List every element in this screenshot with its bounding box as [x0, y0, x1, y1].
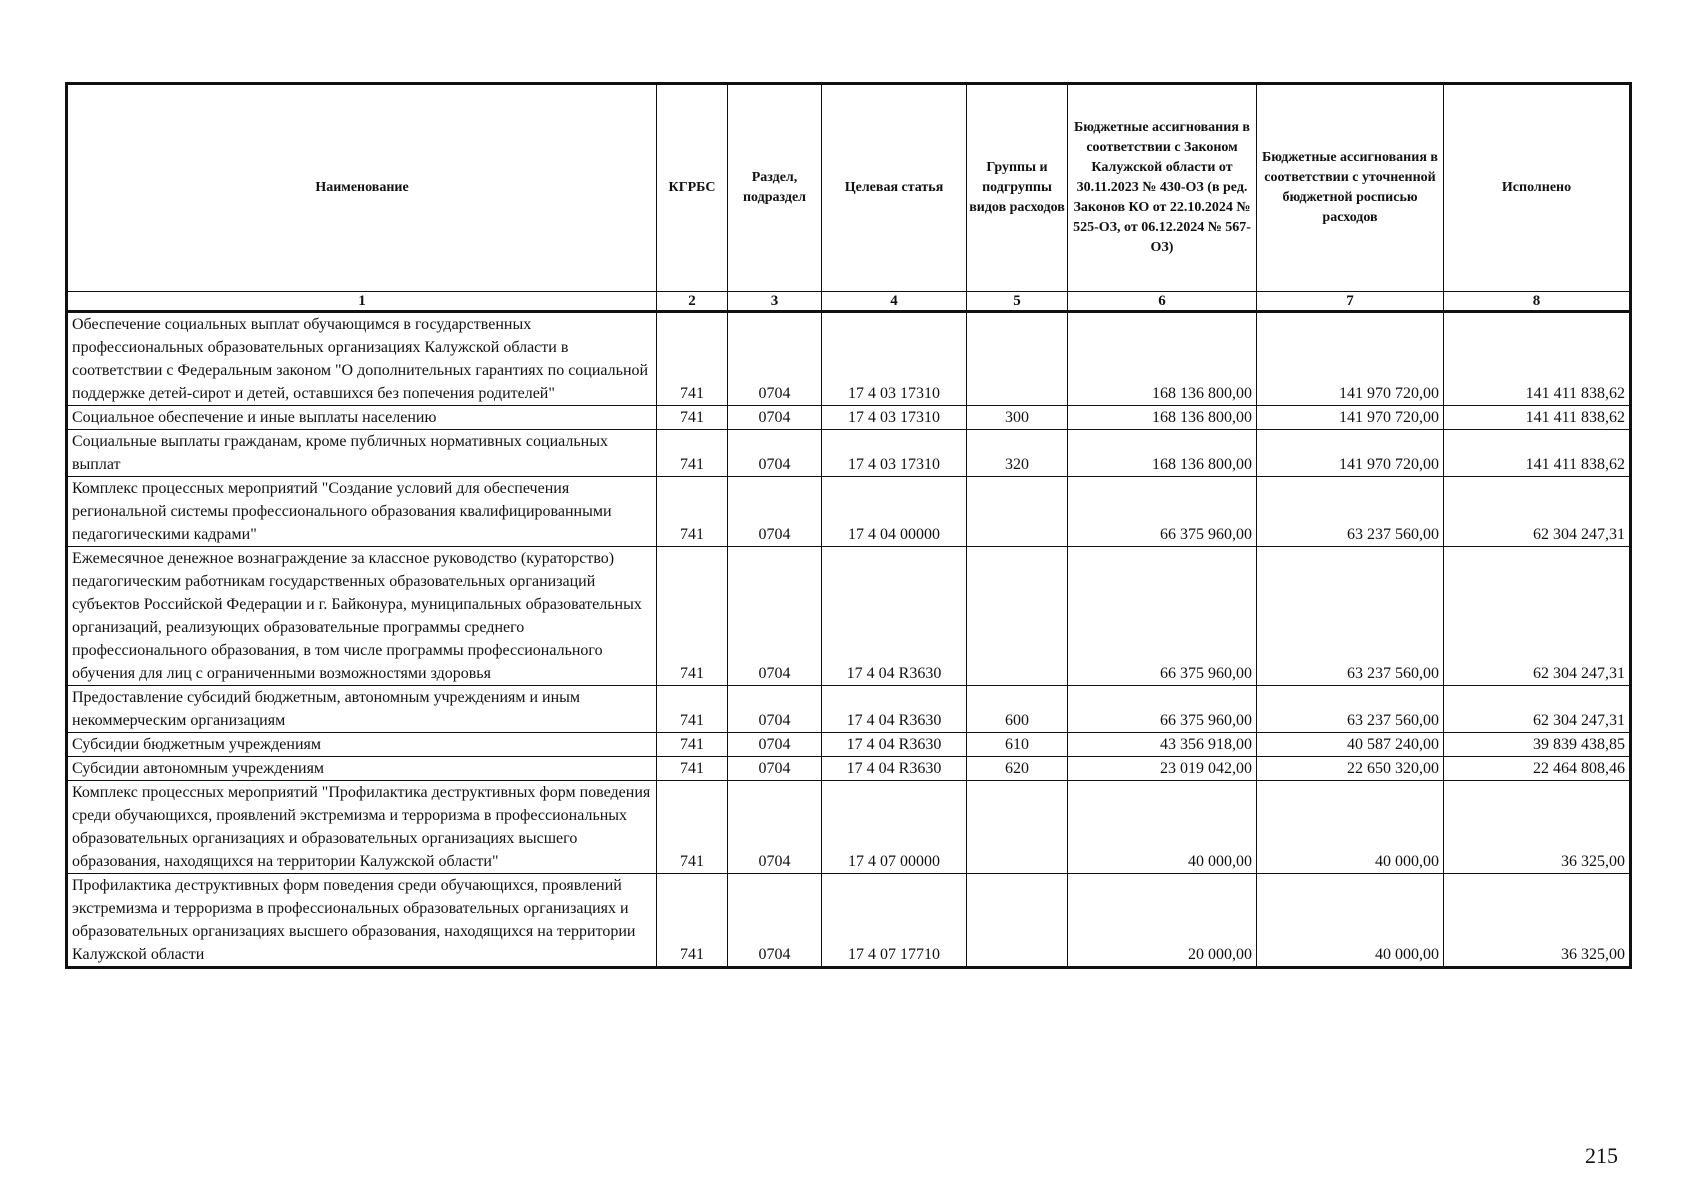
row-name: Обеспечение социальных выплат обучающимся в государственных профессиональных образовательных организациях Калужской области в соответствии с Федеральным законом "О дополнительных гарантиях по социальной поддержке детей-сирот и детей, оставшихся без попечения родителей": [67, 312, 657, 406]
row-target: 17 4 04 R3630: [822, 733, 967, 757]
column-number-row: [67, 292, 1631, 312]
table-row: [67, 406, 1631, 430]
header-executed: Исполнено: [1444, 84, 1631, 292]
row-executed-amount: 62 304 247,31: [1444, 686, 1631, 733]
row-executed-amount: 36 325,00: [1444, 781, 1631, 874]
column-number: 3: [728, 292, 822, 312]
row-law-amount: 168 136 800,00: [1068, 312, 1257, 406]
table-row: [67, 781, 1631, 874]
column-number: 4: [822, 292, 967, 312]
row-revised-amount: 22 650 320,00: [1257, 757, 1444, 781]
row-law-amount: 168 136 800,00: [1068, 430, 1257, 477]
budget-table: [65, 82, 1632, 969]
table-row: [67, 874, 1631, 968]
row-name: Комплекс процессных мероприятий "Создание условий для обеспечения региональной системы профессионального образования квалифицированными педагогическими кадрами": [67, 477, 657, 547]
row-target: 17 4 07 17710: [822, 874, 967, 968]
row-law-amount: 66 375 960,00: [1068, 477, 1257, 547]
header-section: Раздел, подраздел: [728, 84, 822, 292]
row-target: 17 4 04 R3630: [822, 686, 967, 733]
table-row: [67, 477, 1631, 547]
header-groups: Группы и подгруппы видов расходов: [967, 84, 1068, 292]
row-section: 0704: [728, 874, 822, 968]
row-target: 17 4 03 17310: [822, 312, 967, 406]
row-kgrbs: 741: [657, 547, 728, 686]
row-law-amount: 20 000,00: [1068, 874, 1257, 968]
row-kgrbs: 741: [657, 686, 728, 733]
row-name: Комплекс процессных мероприятий "Профилактика деструктивных форм поведения среди обучающихся, проявлений экстремизма и терроризма в профессиональных образовательных организациях и образовательных организациях высшего образования, находящихся на территории Калужской области": [67, 781, 657, 874]
row-name: Ежемесячное денежное вознаграждение за классное руководство (кураторство) педагогическим работникам государственных образовательных организаций субъектов Российской Федерации и г. Байконура, муниципальных образовательных организаций, реализующих образовательные программы среднего профессионального образования, в том числе программы профессионального обучения для лиц с ограниченными возможностями здоровья: [67, 547, 657, 686]
page-number: 215: [1585, 1143, 1618, 1168]
row-target: 17 4 03 17310: [822, 406, 967, 430]
row-revised-amount: 141 970 720,00: [1257, 406, 1444, 430]
row-section: 0704: [728, 686, 822, 733]
row-executed-amount: 39 839 438,85: [1444, 733, 1631, 757]
table-row: [67, 757, 1631, 781]
row-group: 300: [967, 406, 1068, 430]
row-group: 600: [967, 686, 1068, 733]
row-kgrbs: 741: [657, 406, 728, 430]
table-row: [67, 430, 1631, 477]
table-row: [67, 733, 1631, 757]
row-section: 0704: [728, 477, 822, 547]
header-row: [67, 84, 1631, 292]
column-number: 1: [67, 292, 657, 312]
row-law-amount: 23 019 042,00: [1068, 757, 1257, 781]
row-executed-amount: 141 411 838,62: [1444, 406, 1631, 430]
row-revised-amount: 40 587 240,00: [1257, 733, 1444, 757]
row-kgrbs: 741: [657, 781, 728, 874]
row-law-amount: 66 375 960,00: [1068, 686, 1257, 733]
row-name: Предоставление субсидий бюджетным, автономным учреждениям и иным некоммерческим организациям: [67, 686, 657, 733]
row-executed-amount: 62 304 247,31: [1444, 477, 1631, 547]
row-group: [967, 874, 1068, 968]
row-revised-amount: 63 237 560,00: [1257, 547, 1444, 686]
row-revised-amount: 40 000,00: [1257, 874, 1444, 968]
row-law-amount: 66 375 960,00: [1068, 547, 1257, 686]
table-row: [67, 547, 1631, 686]
row-law-amount: 43 356 918,00: [1068, 733, 1257, 757]
row-section: 0704: [728, 312, 822, 406]
row-group: 320: [967, 430, 1068, 477]
row-law-amount: 40 000,00: [1068, 781, 1257, 874]
row-executed-amount: 141 411 838,62: [1444, 312, 1631, 406]
row-revised-amount: 141 970 720,00: [1257, 430, 1444, 477]
row-name: Профилактика деструктивных форм поведения среди обучающихся, проявлений экстремизма и терроризма в профессиональных образовательных организациях и образовательных организациях высшего образования, находящихся на территории Калужской области: [67, 874, 657, 968]
row-group: [967, 547, 1068, 686]
row-group: [967, 312, 1068, 406]
row-section: 0704: [728, 430, 822, 477]
row-section: 0704: [728, 757, 822, 781]
header-target: Целевая статья: [822, 84, 967, 292]
row-name: Субсидии автономным учреждениям: [67, 757, 657, 781]
row-revised-amount: 63 237 560,00: [1257, 477, 1444, 547]
row-section: 0704: [728, 733, 822, 757]
row-name: Субсидии бюджетным учреждениям: [67, 733, 657, 757]
header-revised-allocations: Бюджетные ассигнования в соответствии с уточненной бюджетной росписью расходов: [1257, 84, 1444, 292]
row-section: 0704: [728, 406, 822, 430]
row-kgrbs: 741: [657, 733, 728, 757]
row-group: [967, 781, 1068, 874]
row-revised-amount: 40 000,00: [1257, 781, 1444, 874]
column-number: 6: [1068, 292, 1257, 312]
header-kgrbs: КГРБС: [657, 84, 728, 292]
row-kgrbs: 741: [657, 477, 728, 547]
row-name: Социальное обеспечение и иные выплаты населению: [67, 406, 657, 430]
row-group: 620: [967, 757, 1068, 781]
row-name: Социальные выплаты гражданам, кроме публичных нормативных социальных выплат: [67, 430, 657, 477]
row-target: 17 4 03 17310: [822, 430, 967, 477]
row-revised-amount: 63 237 560,00: [1257, 686, 1444, 733]
column-number: 5: [967, 292, 1068, 312]
row-kgrbs: 741: [657, 312, 728, 406]
row-target: 17 4 04 R3630: [822, 757, 967, 781]
row-group: [967, 477, 1068, 547]
row-target: 17 4 04 R3630: [822, 547, 967, 686]
header-name: Наименование: [67, 84, 657, 292]
row-kgrbs: 741: [657, 430, 728, 477]
row-kgrbs: 741: [657, 757, 728, 781]
row-target: 17 4 04 00000: [822, 477, 967, 547]
row-section: 0704: [728, 781, 822, 874]
row-group: 610: [967, 733, 1068, 757]
row-law-amount: 168 136 800,00: [1068, 406, 1257, 430]
row-target: 17 4 07 00000: [822, 781, 967, 874]
row-executed-amount: 141 411 838,62: [1444, 430, 1631, 477]
header-law-allocations: Бюджетные ассигнования в соответствии с Законом Калужской области от 30.11.2023 № 430-ОЗ (в ред. Законов КО от 22.10.2024 № 525-ОЗ, от 06.12.2024 № 567-ОЗ): [1068, 84, 1257, 292]
column-number: 8: [1444, 292, 1631, 312]
row-section: 0704: [728, 547, 822, 686]
row-revised-amount: 141 970 720,00: [1257, 312, 1444, 406]
table-row: [67, 686, 1631, 733]
row-kgrbs: 741: [657, 874, 728, 968]
table-row: [67, 312, 1631, 406]
row-executed-amount: 36 325,00: [1444, 874, 1631, 968]
column-number: 7: [1257, 292, 1444, 312]
row-executed-amount: 62 304 247,31: [1444, 547, 1631, 686]
row-executed-amount: 22 464 808,46: [1444, 757, 1631, 781]
column-number: 2: [657, 292, 728, 312]
